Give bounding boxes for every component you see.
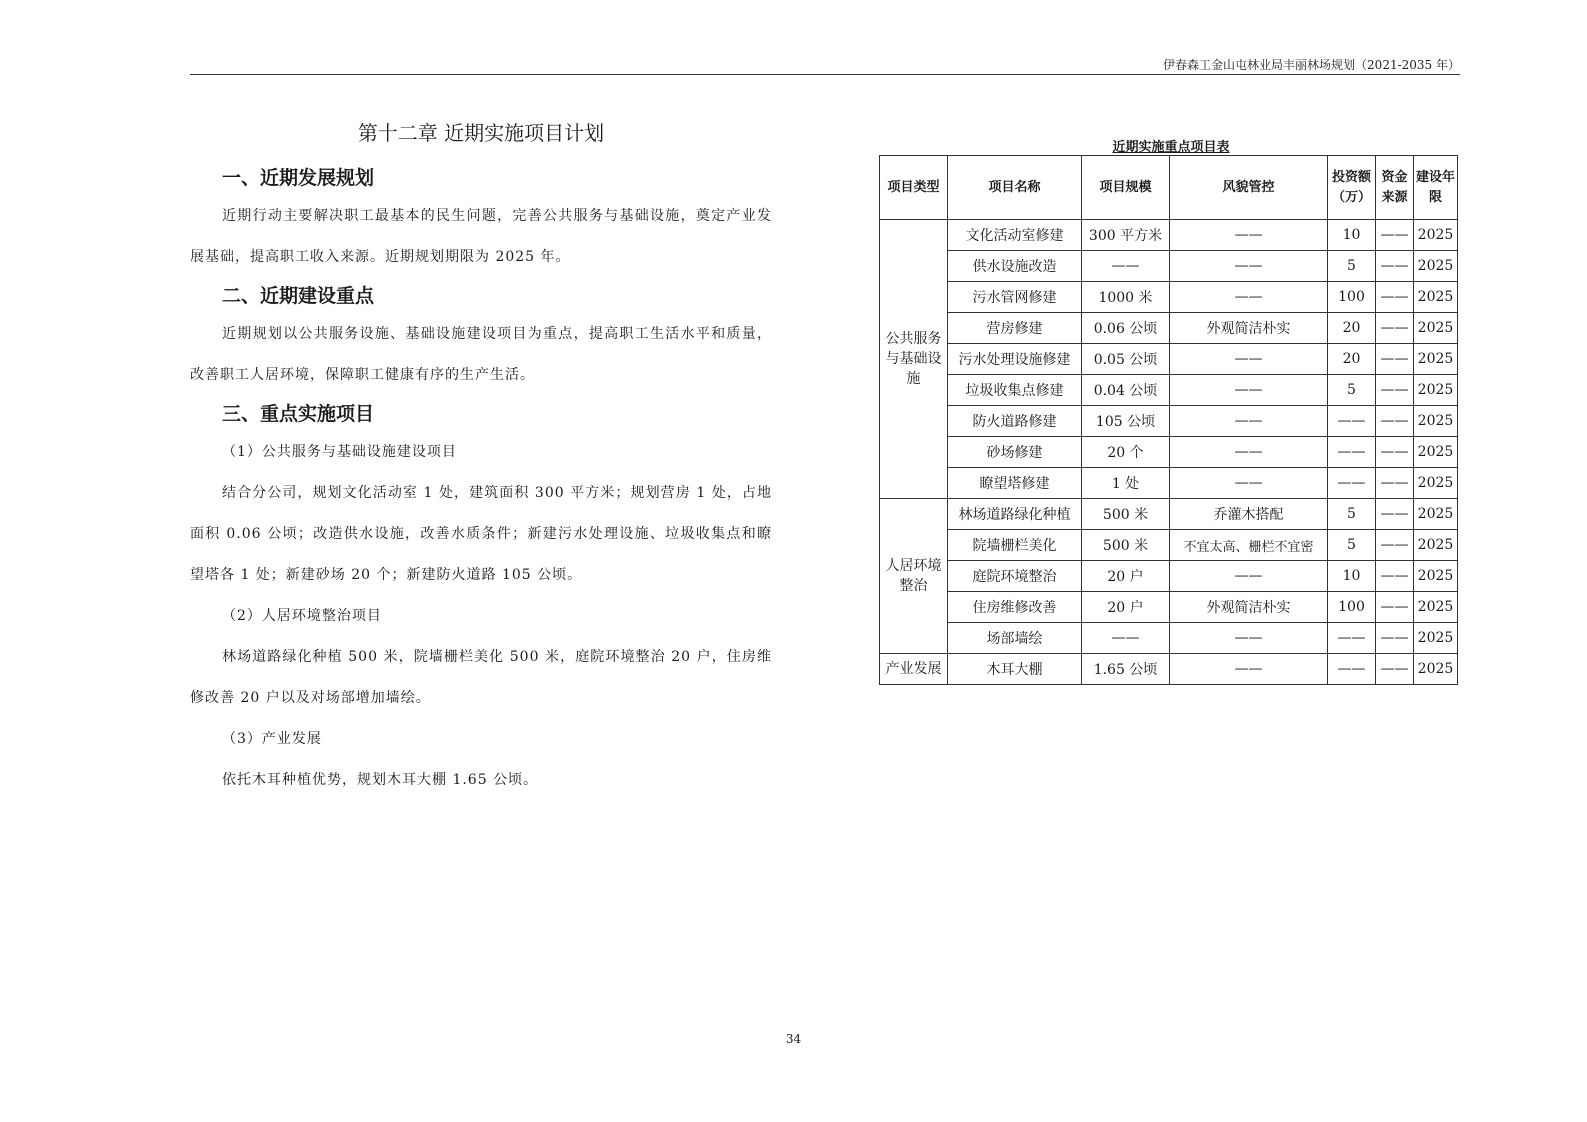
cell-name: 住房维修改善 (948, 592, 1082, 623)
main-text-column (190, 118, 772, 801)
table-row (880, 623, 1458, 654)
cell-fund: —— (1376, 592, 1414, 623)
table-row (880, 530, 1458, 561)
cell-name: 瞭望塔修建 (948, 468, 1082, 499)
table-row (880, 468, 1458, 499)
group-public-cell: 公共服务与基础设施 (880, 220, 948, 499)
cell-style: 外观简洁朴实 (1170, 592, 1328, 623)
cell-scale: 1 处 (1082, 468, 1170, 499)
cell-style: —— (1170, 220, 1328, 251)
cell-scale: —— (1082, 251, 1170, 282)
table-row (880, 592, 1458, 623)
section-1-paragraph: 近期行动主要解决职工最基本的民生问题，完善公共服务与基础设施，奠定产业发展基础，提高职工收入来源。近期规划期限为 2025 年。 (190, 208, 772, 265)
section-2-paragraph: 近期规划以公共服务设施、基础设施建设项目为重点，提高职工生活水平和质量，改善职工人居环境，保障职工健康有序的生产生活。 (190, 326, 772, 383)
cell-invest: 5 (1328, 530, 1376, 561)
cell-fund: —— (1376, 468, 1414, 499)
cell-name: 污水管网修建 (948, 282, 1082, 313)
cell-name: 林场道路绿化种植 (948, 499, 1082, 530)
cell-name: 供水设施改造 (948, 251, 1082, 282)
cell-year: 2025 (1414, 406, 1458, 437)
cell-year: 2025 (1414, 592, 1458, 623)
cell-fund: —— (1376, 313, 1414, 344)
table-row (880, 406, 1458, 437)
cell-fund: —— (1376, 344, 1414, 375)
cell-style: —— (1170, 344, 1328, 375)
section-2-title: 二、近期建设重点 (222, 285, 375, 307)
cell-name: 营房修建 (948, 313, 1082, 344)
cell-invest: 100 (1328, 282, 1376, 313)
cell-fund: —— (1376, 282, 1414, 313)
cell-invest: —— (1328, 437, 1376, 468)
cell-invest: 20 (1328, 344, 1376, 375)
cell-scale: 0.05 公顷 (1082, 344, 1170, 375)
cell-name: 垃圾收集点修建 (948, 375, 1082, 406)
cell-style: —— (1170, 282, 1328, 313)
cell-style: —— (1170, 561, 1328, 592)
cell-year: 2025 (1414, 313, 1458, 344)
cell-scale: 500 米 (1082, 499, 1170, 530)
header-invest: 投资额（万） (1328, 156, 1376, 220)
section-3-subtitle-3: （3）产业发展 (222, 731, 322, 747)
table-caption: 近期实施重点项目表 (1112, 140, 1230, 155)
cell-year: 2025 (1414, 623, 1458, 654)
section-3-subtitle-1: （1）公共服务与基础设施建设项目 (222, 444, 457, 460)
section-3-subtitle-2: （2）人居环境整治项目 (222, 608, 382, 624)
cell-name: 防火道路修建 (948, 406, 1082, 437)
group-living-cell: 人居环境整治 (880, 499, 948, 654)
cell-fund: —— (1376, 220, 1414, 251)
chapter-title: 第十二章 近期实施项目计划 (357, 121, 605, 145)
cell-year: 2025 (1414, 654, 1458, 685)
cell-scale: 20 户 (1082, 592, 1170, 623)
cell-invest: 10 (1328, 561, 1376, 592)
section-3-title: 三、重点实施项目 (222, 403, 375, 425)
cell-invest: 5 (1328, 375, 1376, 406)
cell-style: —— (1170, 437, 1328, 468)
cell-invest: —— (1328, 623, 1376, 654)
cell-style: —— (1170, 654, 1328, 685)
cell-fund: —— (1376, 623, 1414, 654)
group-industry-cell: 产业发展 (880, 654, 948, 685)
cell-fund: —— (1376, 437, 1414, 468)
cell-scale: 105 公顷 (1082, 406, 1170, 437)
cell-invest: —— (1328, 654, 1376, 685)
cell-style: —— (1170, 406, 1328, 437)
table-row (880, 561, 1458, 592)
header-style: 风貌管控 (1170, 156, 1328, 220)
table-row (880, 375, 1458, 406)
header-fund: 资金来源 (1376, 156, 1414, 220)
cell-scale: 500 米 (1082, 530, 1170, 561)
cell-fund: —— (1376, 375, 1414, 406)
table-row (880, 437, 1458, 468)
table-row (880, 344, 1458, 375)
cell-year: 2025 (1414, 468, 1458, 499)
cell-style: 乔灌木搭配 (1170, 499, 1328, 530)
cell-name: 木耳大棚 (948, 654, 1082, 685)
cell-year: 2025 (1414, 220, 1458, 251)
cell-year: 2025 (1414, 530, 1458, 561)
cell-scale: 0.06 公顷 (1082, 313, 1170, 344)
cell-name: 砂场修建 (948, 437, 1082, 468)
cell-name: 文化活动室修建 (948, 220, 1082, 251)
cell-year: 2025 (1414, 437, 1458, 468)
cell-fund: —— (1376, 499, 1414, 530)
page-number: 34 (785, 1032, 802, 1046)
header-year: 建设年限 (1414, 156, 1458, 220)
cell-invest: 10 (1328, 220, 1376, 251)
cell-scale: —— (1082, 623, 1170, 654)
table-row (880, 313, 1458, 344)
cell-style: 外观简洁朴实 (1170, 313, 1328, 344)
cell-name: 场部墙绘 (948, 623, 1082, 654)
cell-year: 2025 (1414, 375, 1458, 406)
table-row (880, 499, 1458, 530)
header-scale: 项目规模 (1082, 156, 1170, 220)
header-title: 伊春森工金山屯林业局丰丽林场规划（2021-2035 年） (1163, 58, 1460, 72)
cell-scale: 1000 米 (1082, 282, 1170, 313)
section-3-paragraph-3: 依托木耳种植优势，规划木耳大棚 1.65 公顷。 (222, 772, 539, 788)
cell-invest: —— (1328, 406, 1376, 437)
cell-scale: 20 户 (1082, 561, 1170, 592)
cell-fund: —— (1376, 406, 1414, 437)
cell-year: 2025 (1414, 561, 1458, 592)
project-table (879, 155, 1458, 685)
cell-fund: —— (1376, 251, 1414, 282)
cell-year: 2025 (1414, 344, 1458, 375)
cell-year: 2025 (1414, 282, 1458, 313)
cell-year: 2025 (1414, 251, 1458, 282)
cell-name: 院墙栅栏美化 (948, 530, 1082, 561)
cell-invest: 5 (1328, 499, 1376, 530)
table-row (880, 282, 1458, 313)
cell-invest: 100 (1328, 592, 1376, 623)
cell-style: —— (1170, 251, 1328, 282)
cell-name: 庭院环境整治 (948, 561, 1082, 592)
cell-fund: —— (1376, 654, 1414, 685)
section-3-paragraph-1: 结合分公司，规划文化活动室 1 处，建筑面积 300 平方米；规划营房 1 处，占地面积 0.06 公顷；改造供水设施，改善水质条件；新建污水处理设施、垃圾收集点和瞭望塔各 1 处；新建砂场 20 个；新建防火道路 105 公顷。 (190, 485, 772, 583)
page-header (190, 54, 1460, 75)
table-row (880, 251, 1458, 282)
cell-name: 污水处理设施修建 (948, 344, 1082, 375)
header-type: 项目类型 (880, 156, 948, 220)
cell-scale: 300 平方米 (1082, 220, 1170, 251)
cell-fund: —— (1376, 530, 1414, 561)
table-row (880, 654, 1458, 685)
cell-invest: 5 (1328, 251, 1376, 282)
table-header-row (880, 156, 1458, 220)
cell-invest: 20 (1328, 313, 1376, 344)
cell-fund: —— (1376, 561, 1414, 592)
cell-invest: —— (1328, 468, 1376, 499)
cell-style: —— (1170, 468, 1328, 499)
cell-scale: 20 个 (1082, 437, 1170, 468)
cell-scale: 1.65 公顷 (1082, 654, 1170, 685)
section-1-title: 一、近期发展规划 (222, 167, 375, 189)
cell-style: —— (1170, 375, 1328, 406)
section-3-paragraph-2: 林场道路绿化种植 500 米，院墙栅栏美化 500 米，庭院环境整治 20 户，住房维修改善 20 户以及对场部增加墙绘。 (190, 649, 772, 706)
cell-style: —— (1170, 623, 1328, 654)
cell-scale: 0.04 公顷 (1082, 375, 1170, 406)
cell-style: 不宜太高、栅栏不宜密 (1170, 530, 1328, 561)
cell-year: 2025 (1414, 499, 1458, 530)
header-name: 项目名称 (948, 156, 1082, 220)
table-row (880, 220, 1458, 251)
